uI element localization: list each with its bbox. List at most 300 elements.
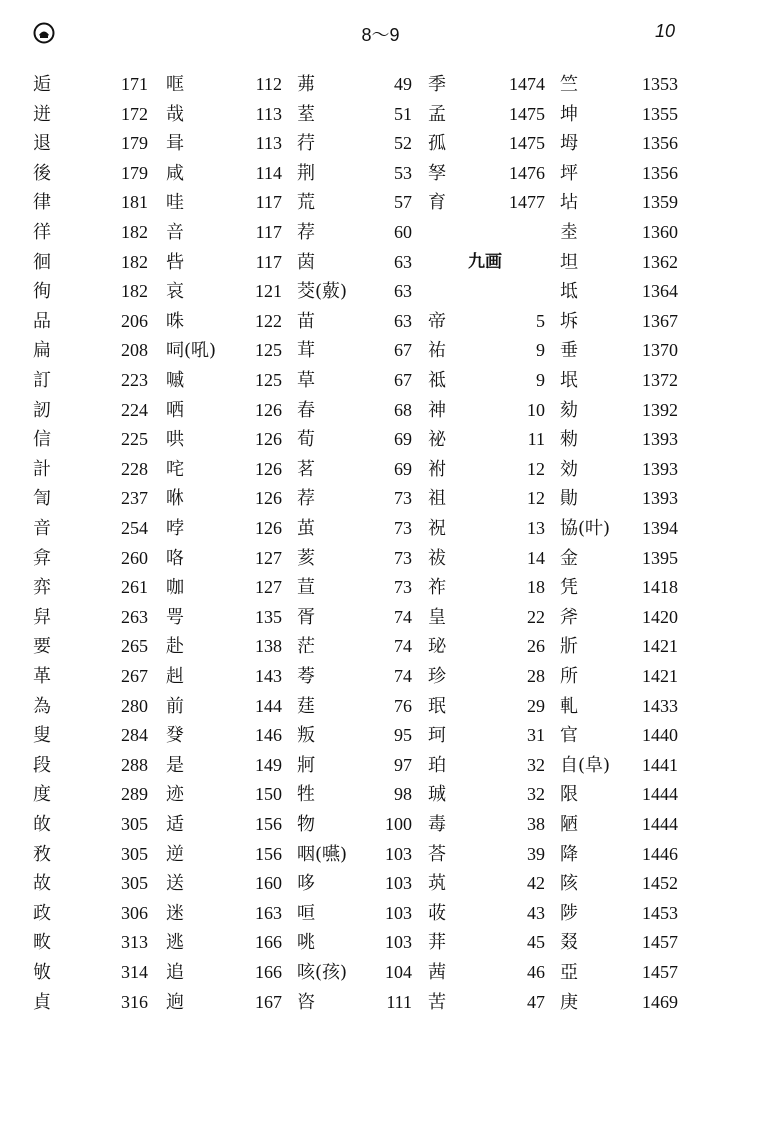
index-character: 金: [560, 547, 578, 569]
index-character: 訇: [33, 488, 51, 510]
page-ref: 13: [527, 518, 545, 538]
index-character: 咮: [166, 310, 184, 332]
index-character: 祓: [428, 547, 446, 569]
page-ref: 1441: [642, 754, 678, 775]
page-ref: 156: [255, 814, 282, 834]
page-ref: 1475: [509, 103, 545, 124]
page-ref: 1444: [642, 814, 678, 834]
index-character: 訂: [33, 370, 51, 391]
page-ref: 45: [527, 932, 545, 953]
page-ref: 103: [385, 843, 412, 864]
page-ref: 12: [527, 458, 545, 479]
page-ref: 1364: [642, 281, 678, 302]
index-row: [0, 514, 761, 543]
page-ref: 32: [527, 784, 545, 805]
page-ref: 67: [394, 370, 412, 390]
page-ref: 172: [121, 103, 148, 124]
page-ref: 46: [527, 962, 545, 982]
index-character: 哄: [166, 429, 184, 451]
index-character: 逆: [166, 843, 184, 865]
page-ref: 1440: [642, 725, 678, 746]
index-character: 茜: [428, 962, 446, 983]
page-ref: 1393: [642, 429, 678, 450]
index-row: [0, 248, 761, 277]
page-ref: 313: [121, 932, 148, 953]
index-character: 迹: [166, 784, 184, 806]
index-character: 敀: [33, 814, 51, 835]
index-character: 徊: [33, 251, 51, 273]
index-character: 前: [166, 695, 184, 717]
page-ref: 52: [394, 133, 412, 154]
index-character: 荒: [297, 192, 315, 214]
index-character: 荅: [428, 843, 446, 865]
index-character: 坼: [560, 310, 578, 332]
index-character: 政: [33, 902, 51, 924]
index-character: 垂: [560, 340, 578, 362]
index-character: 徇: [33, 281, 51, 303]
page-ref: 113: [255, 103, 282, 124]
page-ref: 104: [385, 962, 412, 982]
page-ref: 182: [121, 251, 148, 272]
page-ref: 126: [255, 429, 282, 450]
index-row: [0, 455, 761, 484]
index-character: 坴: [560, 222, 578, 243]
index-character: 要: [33, 636, 51, 658]
page-ref: 126: [255, 488, 282, 509]
index-row: [0, 810, 761, 839]
page-ref: 289: [121, 784, 148, 805]
page-ref: 51: [394, 103, 412, 124]
index-row: [0, 751, 761, 780]
index-character: 軋: [560, 695, 578, 717]
index-row: [0, 573, 761, 602]
page-ref: 143: [255, 666, 282, 686]
index-row: [0, 780, 761, 809]
index-character: 苦: [428, 991, 446, 1013]
page-ref: 1420: [642, 606, 678, 627]
index-character: 荐: [297, 222, 315, 243]
page-ref: 74: [394, 666, 412, 686]
index-character: 物: [297, 814, 315, 835]
index-character: 斧: [560, 606, 578, 628]
index-character: 荐: [297, 488, 315, 510]
index-character: 咤: [166, 458, 184, 480]
index-character: 神: [428, 399, 446, 421]
index-character: 哀: [166, 281, 184, 303]
index-character: 茫: [297, 636, 315, 658]
index-character: 凭: [560, 577, 578, 599]
page-ref: 305: [121, 814, 148, 834]
page-ref: 103: [385, 932, 412, 953]
page-ref: 1359: [642, 192, 678, 213]
index-character: 迸: [33, 103, 51, 125]
page-ref: 74: [394, 636, 412, 657]
index-character: 呰: [166, 251, 184, 273]
page-ref: 1394: [642, 518, 678, 538]
page-ref: 43: [527, 902, 545, 923]
index-character: 叛: [297, 725, 315, 747]
page-ref: 146: [255, 725, 282, 746]
page-ref: 228: [121, 458, 148, 479]
page-ref: 31: [527, 725, 545, 746]
index-row: [0, 100, 761, 129]
page-ref: 68: [394, 399, 412, 420]
page-ref: 225: [121, 429, 148, 450]
index-character: 祖: [428, 488, 446, 510]
page-ref: 260: [121, 547, 148, 568]
index-character: 革: [33, 666, 51, 687]
page-ref: 1353: [642, 74, 678, 94]
page-ref: 28: [527, 666, 545, 686]
index-row: [0, 721, 761, 750]
stroke-count-heading: 九画: [468, 251, 502, 272]
page-ref: 18: [527, 577, 545, 598]
page-ref: 1453: [642, 902, 678, 923]
page-ref: 1356: [642, 162, 678, 183]
index-character: 咷: [297, 932, 315, 954]
page-ref: 254: [121, 518, 148, 538]
index-character: 哂: [166, 399, 184, 421]
page-ref: 42: [527, 873, 545, 894]
index-character: 牲: [297, 784, 315, 806]
index-row: [0, 129, 761, 158]
index-character: 斨: [560, 636, 578, 658]
page-ref: 32: [527, 754, 545, 775]
page-ref: 1372: [642, 370, 678, 390]
index-character: 赳: [166, 666, 184, 687]
page-ref: 149: [255, 754, 282, 775]
index-row: [0, 366, 761, 395]
index-character: 荄: [297, 547, 315, 569]
page-ref: 38: [527, 814, 545, 834]
page-ref: 182: [121, 281, 148, 302]
index-character: 畋: [33, 932, 51, 954]
page-ref: 73: [394, 488, 412, 509]
index-character: 陟: [560, 902, 578, 924]
index-character: 珀: [428, 754, 446, 776]
page-ref: 98: [394, 784, 412, 805]
index-character: 珉: [428, 695, 446, 717]
page-ref: 179: [121, 162, 148, 183]
page-ref: 113: [255, 133, 282, 154]
index-character: 草: [297, 370, 315, 391]
index-character: 自(阜): [560, 754, 611, 776]
index-character: 所: [560, 666, 578, 687]
page-ref: 74: [394, 606, 412, 627]
page-ref: 67: [394, 340, 412, 361]
index-character: 咽(嚥): [297, 843, 348, 865]
index-character: 為: [33, 695, 51, 717]
index-character: 癹: [166, 725, 184, 747]
page-ref: 160: [255, 873, 282, 894]
index-row: [0, 928, 761, 957]
index-character: 扁: [33, 340, 51, 362]
page-ref: 1421: [642, 666, 678, 686]
index-character: 毒: [428, 814, 446, 835]
page-ref: 138: [255, 636, 282, 657]
page-ref: 117: [255, 251, 282, 272]
page-number: 10: [654, 21, 675, 41]
index-row: [0, 159, 761, 188]
index-character: 品: [33, 310, 51, 332]
page-ref: 261: [121, 577, 148, 598]
index-character: 是: [166, 754, 184, 776]
page-ref: 171: [121, 74, 148, 94]
index-character: 降: [560, 843, 578, 865]
page-ref: 114: [255, 162, 282, 183]
page-ref: 1392: [642, 399, 678, 420]
page-ref: 39: [527, 843, 545, 864]
index-character: 坶: [560, 133, 578, 155]
index-character: 計: [33, 458, 51, 480]
page-ref: 63: [394, 251, 412, 272]
index-character: 効: [560, 458, 578, 480]
page-ref: 144: [255, 695, 282, 716]
index-row: [0, 988, 761, 1017]
index-character: 季: [428, 74, 446, 95]
page-ref: 263: [121, 606, 148, 627]
index-character: 茸: [297, 340, 315, 362]
index-character: 咺: [297, 902, 315, 924]
page-ref: 181: [121, 192, 148, 213]
page-ref: 126: [255, 518, 282, 538]
index-character: 追: [166, 962, 184, 983]
index-character: 苗: [297, 310, 315, 332]
page-ref: 26: [527, 636, 545, 657]
index-character: 咨: [297, 991, 315, 1013]
page-ref: 156: [255, 843, 282, 864]
index-row: [0, 218, 761, 247]
page-ref: 97: [394, 754, 412, 775]
index-row: [0, 958, 761, 987]
page-ref: 103: [385, 902, 412, 923]
page-ref: 1395: [642, 547, 678, 568]
index-character: 祝: [428, 518, 446, 539]
page-ref: 1393: [642, 488, 678, 509]
page-ref: 166: [255, 962, 282, 982]
index-row: [0, 544, 761, 573]
index-character: 荀: [297, 429, 315, 451]
index-character: 庚: [560, 991, 578, 1013]
index-character: 荓: [428, 932, 446, 954]
page-ref: 135: [255, 606, 282, 627]
page-ref: 126: [255, 399, 282, 420]
index-character: 弈: [33, 577, 51, 599]
page-ref: 63: [394, 310, 412, 331]
page-ref: 314: [121, 962, 148, 982]
page-ref: 73: [394, 547, 412, 568]
page-ref: 284: [121, 725, 148, 746]
index-character: 荆: [297, 162, 315, 184]
index-row: [0, 396, 761, 425]
page-ref: 305: [121, 873, 148, 894]
index-character: 帝: [428, 310, 446, 332]
index-character: 孤: [428, 133, 446, 155]
index-character: 祗: [428, 370, 446, 391]
index-character: 逅: [33, 74, 51, 95]
index-character: 牁: [297, 754, 315, 776]
index-character: 咳(孩): [297, 962, 348, 983]
page-header: [0, 18, 761, 48]
index-character: 勑: [560, 429, 578, 451]
index-character: 咢: [166, 606, 184, 628]
index-row: [0, 899, 761, 928]
page-ref: 1475: [509, 133, 545, 154]
index-row: [0, 869, 761, 898]
index-row: [0, 307, 761, 336]
index-character: 送: [166, 873, 184, 895]
page-ref: 73: [394, 518, 412, 538]
index-character: 律: [33, 192, 51, 214]
page-ref: 163: [255, 902, 282, 923]
page-ref: 1474: [509, 74, 545, 94]
page-range: 8～9: [361, 25, 400, 45]
index-character: 故: [33, 873, 51, 895]
index-character: 竺: [560, 74, 578, 95]
index-character: 茗: [297, 458, 315, 480]
page-ref: 69: [394, 429, 412, 450]
index-character: 呞(吼): [166, 340, 217, 362]
page-ref: 53: [394, 162, 412, 183]
index-row: [0, 632, 761, 661]
page-ref: 125: [255, 340, 282, 361]
page-ref: 306: [121, 902, 148, 923]
index-character: 音: [33, 518, 51, 539]
page-ref: 206: [121, 310, 148, 331]
page-ref: 1418: [642, 577, 678, 598]
index-character: 茭(薂): [297, 281, 348, 303]
page-ref: 237: [121, 488, 148, 509]
page-ref: 122: [255, 310, 282, 331]
index-character: 茵: [297, 251, 315, 273]
index-character: 茿: [428, 873, 446, 895]
page-ref: 14: [527, 547, 545, 568]
index-character: 哉: [166, 103, 184, 125]
page-ref: 100: [385, 814, 412, 834]
index-character: 哐: [166, 74, 184, 95]
page-ref: 1421: [642, 636, 678, 657]
index-character: 逈: [166, 991, 184, 1013]
page-ref: 125: [255, 370, 282, 390]
page-ref: 1444: [642, 784, 678, 805]
index-character: 咻: [166, 488, 184, 510]
index-character: 坫: [560, 192, 578, 214]
index-character: 後: [33, 162, 51, 184]
index-character: 荂: [297, 666, 315, 687]
index-character: 荍: [428, 902, 446, 924]
page-ref: 49: [394, 74, 412, 94]
index-character: 珍: [428, 666, 446, 687]
page-ref: 1476: [509, 162, 545, 183]
page-ref: 9: [536, 370, 545, 390]
index-character: 劾: [560, 399, 578, 421]
index-character: 胥: [297, 606, 315, 628]
page-ref: 95: [394, 725, 412, 746]
index-character: 春: [297, 399, 315, 421]
index-character: 坤: [560, 103, 578, 125]
index-character: 孟: [428, 103, 446, 125]
index-character: 敂: [33, 962, 51, 983]
page-ref: 103: [385, 873, 412, 894]
page-ref: 1393: [642, 458, 678, 479]
page-ref: 117: [255, 222, 282, 242]
page-ref: 1362: [642, 251, 678, 272]
index-character: 信: [33, 429, 51, 451]
index-character: 勛: [560, 488, 578, 510]
page-ref: 63: [394, 281, 412, 302]
index-character: 退: [33, 133, 51, 155]
index-character: 訒: [33, 399, 51, 421]
page-ref: 150: [255, 784, 282, 805]
index-character: 荇: [297, 133, 315, 155]
page-ref: 166: [255, 932, 282, 953]
index-character: 育: [428, 192, 446, 214]
index-character: 弇: [33, 547, 51, 569]
page-ref: 5: [536, 310, 545, 331]
index-character: 叟: [33, 725, 51, 747]
index-character: 哇: [166, 192, 184, 214]
index-character: 垊: [560, 370, 578, 391]
index-character: 适: [166, 814, 184, 835]
index-character: 貞: [33, 991, 51, 1013]
page-ref: 316: [121, 991, 148, 1012]
index-character: 坪: [560, 162, 578, 184]
index-character: 茀: [297, 74, 315, 95]
page-ref: 224: [121, 399, 148, 420]
index-character: 荎: [297, 103, 315, 125]
index-character: 亞: [560, 962, 578, 983]
page-ref: 208: [121, 340, 148, 361]
page-ref: 112: [255, 74, 282, 94]
index-character: 珂: [428, 725, 446, 747]
index-row: [0, 603, 761, 632]
index-character: 珌: [428, 636, 446, 658]
index-character: 哆: [297, 873, 315, 895]
page-ref: 11: [527, 429, 545, 450]
page-ref: 1360: [642, 222, 678, 242]
page-ref: 1457: [642, 962, 678, 982]
index-character: 段: [33, 754, 51, 776]
index-character: 皇: [428, 606, 446, 628]
index-character: 赴: [166, 636, 184, 658]
page-ref: 29: [527, 695, 545, 716]
page-ref: 47: [527, 991, 545, 1012]
page-ref: 60: [394, 222, 412, 242]
page-ref: 1355: [642, 103, 678, 124]
index-character: 荁: [297, 577, 315, 599]
index-character: 祐: [428, 340, 446, 362]
page-ref: 265: [121, 636, 148, 657]
index-row: [0, 840, 761, 869]
page-ref: 1469: [642, 991, 678, 1012]
page-ref: 12: [527, 488, 545, 509]
page-ref: 280: [121, 695, 148, 716]
index-character: 陔: [560, 873, 578, 895]
index-character: 坦: [560, 251, 578, 273]
index-character: 坻: [560, 281, 578, 303]
index-character: 哱: [166, 518, 184, 539]
page-ref: 1370: [642, 340, 678, 361]
page-ref: 305: [121, 843, 148, 864]
page-ref: 179: [121, 133, 148, 154]
index-row: [0, 484, 761, 513]
index-character: 嘁: [166, 370, 184, 391]
index-character: 茧: [297, 518, 315, 539]
page-ref: 1477: [509, 192, 545, 213]
page-ref: 111: [386, 991, 412, 1012]
index-character: 陋: [560, 814, 578, 835]
page-ref: 9: [536, 340, 545, 361]
